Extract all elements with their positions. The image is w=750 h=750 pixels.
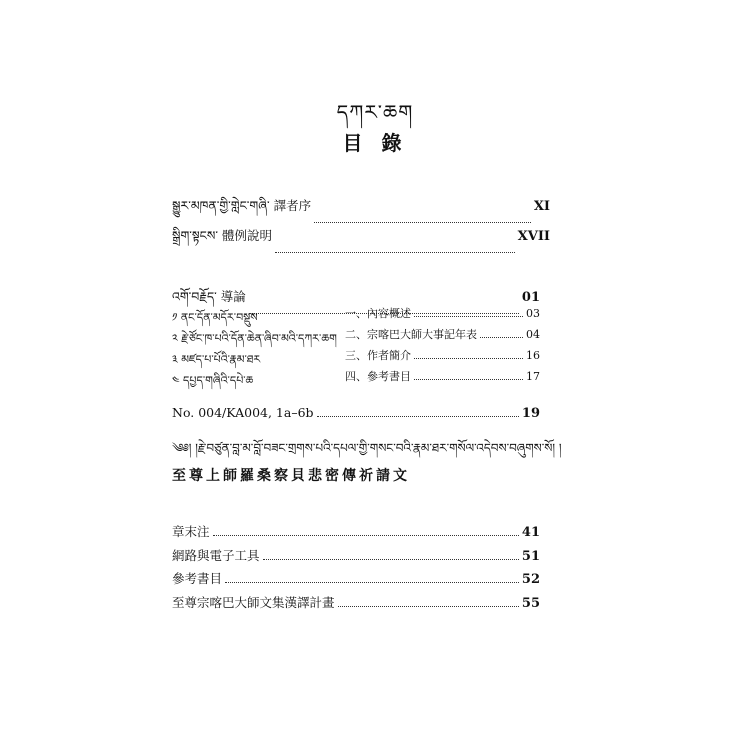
leader-dots [480, 337, 523, 338]
leader-dots [414, 379, 523, 380]
item-number: ༢ [172, 332, 178, 345]
toc-entry-text[interactable] [172, 405, 540, 421]
entry-tibetan: སྒྱུར་མཁན་གྱི་གླེང་གཞི་ [172, 198, 270, 213]
entry-chinese: 至尊宗喀巴大師文集漢譯計畫 [172, 595, 335, 610]
intro-item-1[interactable] [345, 305, 540, 321]
leader-dots [338, 606, 519, 607]
toc-entry-online-tools[interactable] [172, 546, 540, 564]
entry-tibetan: འགོ་བརྗོད་ [172, 289, 217, 304]
page-number: XI [533, 199, 550, 214]
item-number: ༡ [172, 311, 178, 324]
intro-item-4-tibetan [172, 368, 337, 399]
leader-dots [213, 535, 519, 536]
leader-dots [225, 582, 519, 583]
item-chinese: 一、內容概述 [345, 307, 411, 320]
item-tibetan: རྗེ་ཙོང་ཁ་པའི་དོན་ཆེན་ཞིབ་མའི་དཀར་ཆག [181, 332, 337, 345]
leader-dots [263, 559, 519, 560]
leader-dots [414, 316, 523, 317]
item-tibetan: དཔྱད་གཞིའི་དཔེ་ཆ [183, 374, 254, 387]
intro-item-4[interactable] [345, 368, 540, 384]
toc-title-tibetan: དཀར་ཆག [336, 100, 414, 124]
invocation-tibetan: ༄༅། །རྗེ་བཙུན་བླ་མ་བློ་བཟང་གྲགས་པའི་དཔལ་གྱི་གསང་བའི་རྣམ་ཐར་གསོལ་འདེབས་བཞུགས་སོ། ། [172, 441, 562, 455]
page-number: 01 [521, 290, 540, 305]
item-tibetan: ནང་དོན་མདོར་བསྡུས [180, 311, 258, 324]
leader-dots [317, 416, 519, 417]
toc-entry-translation-project[interactable] [172, 593, 540, 611]
toc-entry-bibliography[interactable] [172, 569, 540, 587]
item-number: ༣ [172, 353, 178, 366]
entry-chinese: 參考書目 [172, 571, 223, 586]
page-number: 03 [526, 307, 540, 320]
entry-chinese: 體例說明 [221, 228, 272, 243]
entry-tibetan: སྒྲིག་སྟངས་ [172, 228, 218, 243]
item-number: ༤ [172, 374, 180, 387]
text-title-chinese: 至尊上師羅桑察貝悲密傳祈請文 [172, 468, 410, 484]
item-chinese: 三、作者簡介 [345, 349, 411, 362]
intro-item-2[interactable] [345, 326, 540, 342]
intro-item-3[interactable] [345, 347, 540, 363]
item-chinese: 二、宗喀巴大師大事記年表 [345, 328, 477, 341]
page-number: 52 [521, 572, 540, 587]
toc-title-chinese: 目 錄 [342, 131, 408, 155]
page-number: 04 [526, 328, 540, 341]
page-number: 41 [521, 525, 540, 540]
entry-chinese: 網路與電子工具 [172, 548, 260, 563]
item-tibetan: མཛད་པ་པོའི་རྣམ་ཐར [181, 353, 261, 366]
toc-entry-conventions[interactable] [172, 222, 550, 257]
item-chinese: 四、參考書目 [345, 370, 411, 383]
entry-chinese: 導論 [220, 289, 246, 304]
leader-dots [275, 252, 515, 253]
page-number: 16 [526, 349, 540, 362]
entry-chinese: 章末注 [172, 524, 210, 539]
page-number: 17 [526, 370, 540, 383]
entry-chinese: 譯者序 [273, 198, 312, 213]
entry-label: No. 004/KA004, 1a–6b [172, 405, 314, 420]
page-number: 51 [521, 549, 540, 564]
leader-dots [414, 358, 523, 359]
page-number: XVII [517, 229, 550, 244]
page-number: 55 [521, 596, 540, 611]
page-number: 19 [521, 406, 540, 421]
toc-entry-endnotes[interactable] [172, 522, 540, 540]
